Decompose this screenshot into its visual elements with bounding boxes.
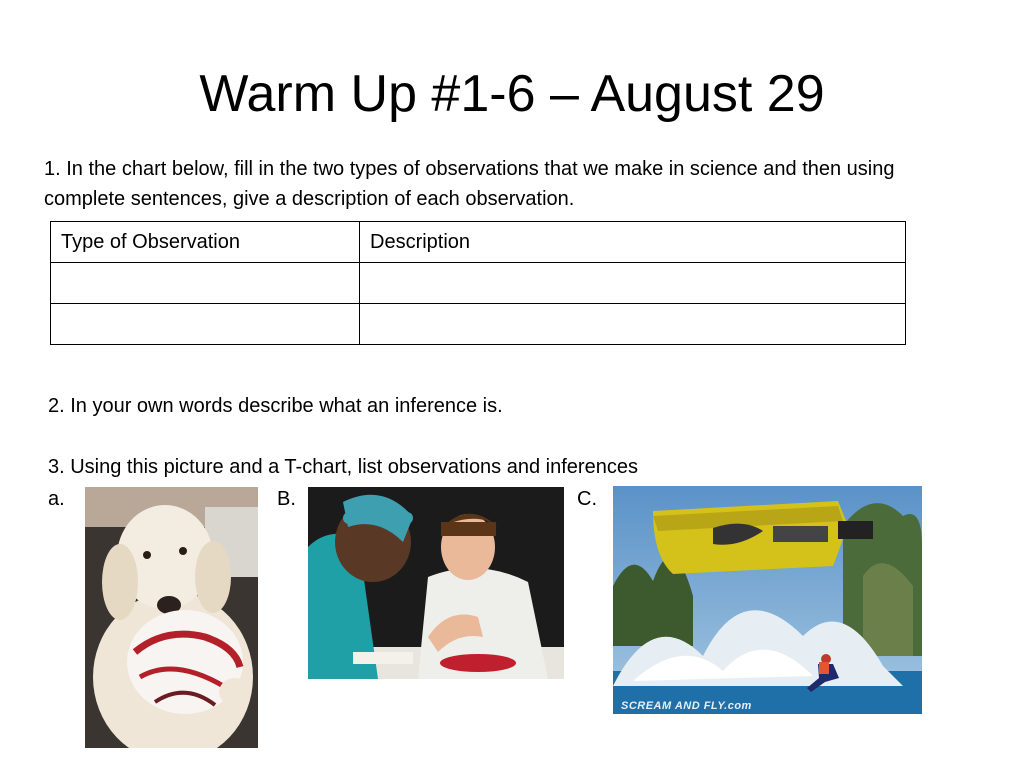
question-1: 1. In the chart below, fill in the two types of observations that we make in science and then using complete sentences, give a description of each observation. [44,158,895,210]
table-header-row [51,222,906,263]
table-row [51,304,906,345]
watermark-text: SCREAM AND FLY.com [621,700,752,712]
picture-c-label: C. [577,488,597,510]
header-type-of-observation: Type of Observation [51,222,360,263]
table-cell [360,263,906,304]
observation-table [50,221,906,345]
students-studying-photo [308,487,564,679]
dog-with-ball-photo [85,487,258,748]
question-2: 2. In your own words describe what an inference is. [48,395,503,417]
question-3: 3. Using this picture and a T-chart, list observations and inferences [48,456,638,478]
picture-b-label: B. [277,488,296,510]
table-cell [51,263,360,304]
header-description: Description [360,222,906,263]
flying-boat-photo [613,486,922,714]
table-cell [360,304,906,345]
table-cell [51,304,360,345]
slide-title: Warm Up #1-6 – August 29 [199,65,825,123]
table-row [51,263,906,304]
picture-a-label: a. [48,488,65,510]
